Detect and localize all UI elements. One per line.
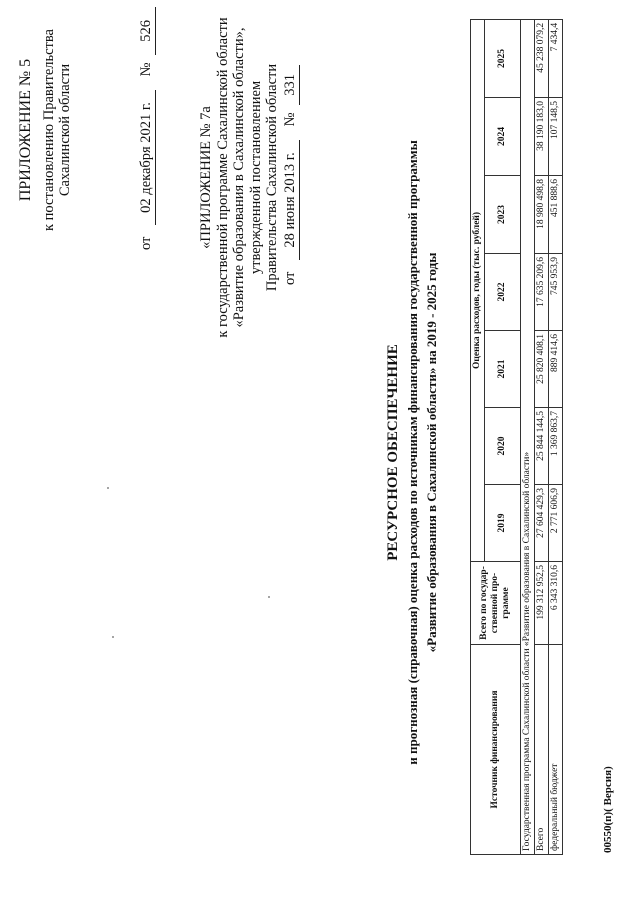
row-value: 25 820 408,1 xyxy=(535,331,549,408)
header-source: Источник финансирования xyxy=(471,645,521,855)
header-year: 2023 xyxy=(485,176,521,254)
row-value: 451 888,6 xyxy=(549,176,563,254)
row-value: 27 604 429,3 xyxy=(535,485,549,562)
header-year: 2025 xyxy=(485,19,521,97)
row-label: Всего xyxy=(535,645,549,855)
document-subtitle-1: и прогнозная (справочная) оценка расходов по источникам финансирования государственной программы xyxy=(405,140,420,765)
row-value: 38 190 183,0 xyxy=(535,98,549,176)
row-value: 25 844 144,5 xyxy=(535,408,549,485)
row-label: федеральный бюджет xyxy=(549,645,563,855)
header-year: 2020 xyxy=(485,408,521,485)
row-value: 18 980 498,8 xyxy=(535,176,549,254)
appendix-number: 526 xyxy=(138,7,156,55)
row-value: 45 238 079,2 xyxy=(535,19,549,97)
appendix-date: 02 декабря 2021 г. xyxy=(138,90,156,225)
header-year: 2024 xyxy=(485,98,521,176)
original-appendix-number: 331 xyxy=(282,65,300,105)
table-header-row xyxy=(471,19,485,854)
row-total: 199 312 952,5 xyxy=(535,562,549,645)
footer-version: 00550(п)( Версия) xyxy=(602,766,614,853)
original-appendix-line3: утвержденной постановлением xyxy=(247,80,264,275)
row-value: 1 369 863,7 xyxy=(549,408,563,485)
row-value: 889 414,6 xyxy=(549,331,563,408)
original-appendix-line2: «Развитие образования в Сахалинской области», xyxy=(231,27,247,328)
document-title: РЕСУРСНОЕ ОБЕСПЕЧЕНИЕ xyxy=(385,344,401,561)
financing-table xyxy=(470,19,563,855)
section-label: Государственная программа Сахалинской области «Развитие образования в Сахалинской области» xyxy=(521,19,535,854)
appendix-number-label: № xyxy=(138,62,154,77)
appendix-block xyxy=(18,10,74,250)
header-year: 2022 xyxy=(485,254,521,331)
appendix-from-label: от xyxy=(138,236,154,250)
row-value: 7 434,4 xyxy=(549,19,563,97)
original-appendix-block xyxy=(198,10,281,345)
original-appendix-title: «ПРИЛОЖЕНИЕ № 7а xyxy=(198,106,214,249)
table-section-row xyxy=(521,19,535,854)
header-year: 2021 xyxy=(485,331,521,408)
header-total: Всего по государ-ственной про-грамме xyxy=(471,562,521,645)
row-value: 17 635 209,6 xyxy=(535,254,549,331)
row-value: 2 771 606,9 xyxy=(549,485,563,562)
header-year: 2019 xyxy=(485,485,521,562)
appendix-line2: Сахалинской области xyxy=(57,63,73,197)
original-appendix-line1: к государственной программе Сахалинской области xyxy=(214,17,231,338)
original-appendix-number-label: № xyxy=(282,112,298,127)
header-group: Оценка расходов, годы (тыс. рублей) xyxy=(471,19,485,561)
table-row xyxy=(549,19,563,854)
row-value: 107 148,5 xyxy=(549,98,563,176)
appendix-line1: к постановлению Правительства xyxy=(40,29,57,231)
document-subtitle-2: «Развитие образования в Сахалинской области» на 2019 - 2025 годы xyxy=(424,252,439,653)
row-total: 6 343 310,6 xyxy=(549,562,563,645)
table-row xyxy=(535,19,549,854)
original-appendix-date: 28 июня 2013 г. xyxy=(282,140,300,260)
original-appendix-from-label: от xyxy=(282,271,298,285)
original-appendix-date-row xyxy=(282,65,300,285)
row-value: 745 953,9 xyxy=(549,254,563,331)
appendix-title: ПРИЛОЖЕНИЕ № 5 xyxy=(17,58,34,202)
original-appendix-line4: Правительства Сахалинской области xyxy=(264,63,280,292)
appendix-date-row xyxy=(138,7,156,250)
